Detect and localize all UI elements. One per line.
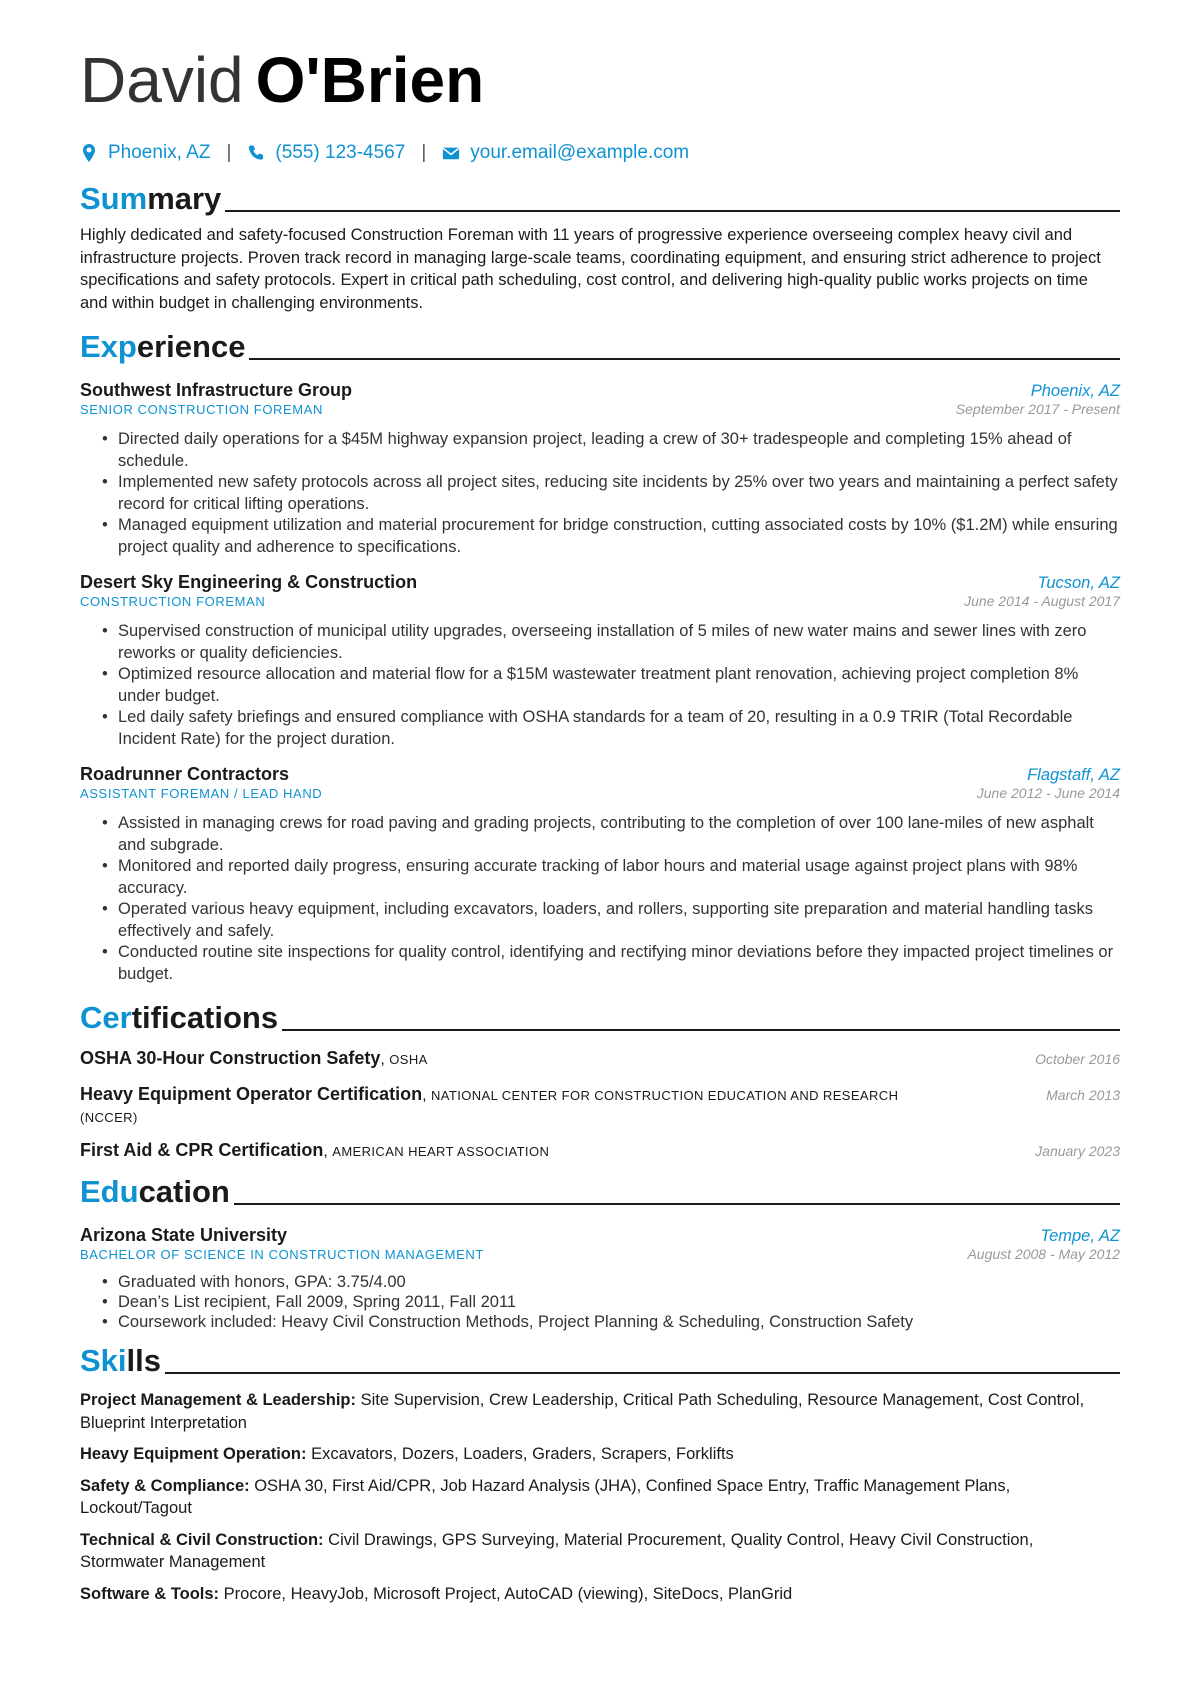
skill-values: Civil Drawings, GPS Surveying, Material Procurement, Quality Control, Heavy Civil Construction, Stormwater Management (80, 1530, 1034, 1571)
skill-values: Procore, HeavyJob, Microsoft Project, AutoCAD (viewing), SiteDocs, PlanGrid (223, 1584, 793, 1603)
education-entry (80, 1225, 1120, 1332)
bullet-item: • Led daily safety briefings and ensured compliance with OSHA standards for a team of 20, resulting in a 0.9 TRIR (Total Recordable Incident Rate) for the project duration. (118, 707, 1120, 750)
cert-date: March 2013 (1046, 1087, 1120, 1103)
cert-date: January 2023 (1035, 1143, 1120, 1159)
skills-heading: Skills (80, 1340, 1120, 1380)
cert-name: First Aid & CPR Certification (80, 1140, 324, 1160)
section-rule (249, 358, 1120, 360)
cert-issuer: OSHA (389, 1052, 428, 1067)
skill-values: Site Supervision, Crew Leadership, Critical Path Scheduling, Resource Management, Cost Control, Blueprint Interpretation (80, 1391, 1085, 1432)
contact-separator: | (421, 142, 427, 163)
contact-line (80, 138, 1120, 168)
cert-issuer: AMERICAN HEART ASSOCIATION (332, 1144, 550, 1159)
cert-date: October 2016 (1035, 1051, 1120, 1067)
certification-item: OSHA 30-Hour Construction Safety, OSHA October 2016 (80, 1048, 1120, 1068)
skill-values: OSHA 30, First Aid/CPR, Job Hazard Analysis (JHA), Confined Space Entry, Traffic Management Plans, Lockout/Tagout (80, 1476, 1011, 1517)
job-dates: June 2012 - June 2014 (976, 785, 1120, 801)
certifications-heading: Certifications (80, 997, 1120, 1037)
section-rule (282, 1029, 1120, 1031)
skill-values: Excavators, Dozers, Loaders, Graders, Scrapers, Forklifts (311, 1445, 734, 1463)
education-dates: August 2008 - May 2012 (967, 1246, 1120, 1262)
first-name: David (80, 44, 244, 116)
skill-label: Technical & Civil Construction: (80, 1530, 324, 1549)
bullet-item: • Dean’s List recipient, Fall 2009, Spring 2011, Fall 2011 (118, 1292, 1120, 1312)
job-location: Tucson, AZ (1037, 574, 1120, 592)
bullet-item: • Graduated with honors, GPA: 3.75/4.00 (118, 1272, 1120, 1292)
skill-row (80, 1475, 1120, 1520)
skill-label: Safety & Compliance: (80, 1476, 250, 1495)
skill-label: Software & Tools: (80, 1584, 220, 1603)
location-text: Phoenix, AZ (108, 142, 211, 163)
skill-row (80, 1389, 1120, 1434)
bullet-item: • Supervised construction of municipal utility upgrades, overseeing installation of 5 miles of new water mains and sewer lines with zero reworks or quality deficiencies. (118, 621, 1120, 664)
degree: BACHELOR OF SCIENCE IN CONSTRUCTION MANAGEMENT (80, 1247, 484, 1262)
company-name: Desert Sky Engineering & Construction (80, 572, 418, 592)
bullet-item: • Monitored and reported daily progress, ensuring accurate tracking of labor hours and material usage against project plans with 98% accuracy. (118, 856, 1120, 899)
job-bullets (80, 621, 1120, 750)
phone-text: (555) 123-4567 (275, 142, 406, 163)
skill-row (80, 1443, 1120, 1466)
phone-icon (247, 143, 265, 163)
bullet-item: • Coursework included: Heavy Civil Construction Methods, Project Planning & Scheduling, Construction Safety (118, 1312, 1120, 1332)
map-marker-icon (80, 143, 98, 163)
skill-label: Heavy Equipment Operation: (80, 1445, 307, 1463)
bullet-item: • Managed equipment utilization and material procurement for bridge construction, cutting associated costs by 10% ($1.2M) while ensuring project quality and adherence to specifications. (118, 515, 1120, 558)
cert-issuer: NATIONAL CENTER FOR CONSTRUCTION EDUCATION AND RESEARCH (NCCER) (80, 1088, 899, 1125)
job-entry (80, 572, 1120, 750)
last-name: O'Brien (255, 44, 485, 116)
job-title: SENIOR CONSTRUCTION FOREMAN (80, 402, 323, 417)
company-name: Southwest Infrastructure Group (80, 380, 353, 400)
company-name: Roadrunner Contractors (80, 764, 290, 784)
bullet-item: • Conducted routine site inspections for quality control, identifying and rectifying minor deviations before they impacted project timelines or budget. (118, 942, 1120, 985)
skill-label: Project Management & Leadership: (80, 1391, 356, 1409)
job-title: CONSTRUCTION FOREMAN (80, 594, 266, 609)
envelope-icon (442, 143, 460, 163)
contact-phone[interactable] (247, 142, 405, 164)
cert-name: OSHA 30-Hour Construction Safety (80, 1048, 381, 1068)
job-bullets (80, 429, 1120, 558)
candidate-name (80, 40, 1120, 120)
experience-heading: Experience (80, 326, 1120, 366)
education-bullets (80, 1272, 1120, 1332)
skill-row (80, 1529, 1120, 1574)
school-location: Tempe, AZ (1040, 1227, 1120, 1245)
contact-separator: | (226, 142, 232, 163)
contact-email[interactable] (442, 142, 689, 164)
job-location: Phoenix, AZ (1030, 382, 1120, 400)
email-link: your.email@example.com (470, 142, 690, 163)
section-rule (234, 1203, 1120, 1205)
bullet-item: • Implemented new safety protocols across all project sites, reducing site incidents by 25% over two years and maintaining a perfect safety record for critical lifting operations. (118, 472, 1120, 515)
job-entry (80, 764, 1120, 985)
job-dates: June 2014 - August 2017 (964, 593, 1120, 609)
school-name: Arizona State University (80, 1225, 288, 1245)
certification-item: Heavy Equipment Operator Certification, NATIONAL CENTER FOR CONSTRUCTION EDUCATION AND RESEARCH (NCCER) March 2013 (80, 1084, 1120, 1125)
bullet-item: • Operated various heavy equipment, including excavators, loaders, and rollers, supporting site preparation and material handling tasks effectively and safely. (118, 899, 1120, 942)
certification-item: First Aid & CPR Certification, AMERICAN HEART ASSOCIATION January 2023 (80, 1140, 1120, 1160)
bullet-item: • Directed daily operations for a $45M highway expansion project, leading a crew of 30+ tradespeople and completing 15% ahead of schedule. (118, 429, 1120, 472)
skill-row (80, 1583, 1120, 1606)
job-location: Flagstaff, AZ (1027, 766, 1120, 784)
section-rule (165, 1372, 1120, 1374)
job-title: ASSISTANT FOREMAN / LEAD HAND (80, 786, 323, 801)
contact-location (80, 142, 210, 164)
resume-page (80, 40, 1120, 1605)
education-heading: Education (80, 1171, 1120, 1211)
job-dates: September 2017 - Present (955, 401, 1120, 417)
job-entry (80, 380, 1120, 558)
summary-heading: Summary (80, 178, 1120, 218)
summary-text: Highly dedicated and safety-focused Construction Foreman with 11 years of progressive experience overseeing complex heavy civil and infrastructure projects. Proven track record in managing large-scale teams, coordinating equipment, and ensuring strict adherence to project specifications and safety protocols. Expert in critical path scheduling, cost control, and delivering high-quality public works projects on time and within budget in challenging environments. (80, 226, 1101, 312)
bullet-item: • Optimized resource allocation and material flow for a $15M wastewater treatment plant renovation, achieving project completion 8% under budget. (118, 664, 1120, 707)
section-rule (225, 210, 1120, 212)
bullet-item: • Assisted in managing crews for road paving and grading projects, contributing to the completion of over 100 lane-miles of new asphalt and subgrade. (118, 813, 1120, 856)
cert-name: Heavy Equipment Operator Certification (80, 1084, 423, 1104)
job-bullets (80, 813, 1120, 985)
